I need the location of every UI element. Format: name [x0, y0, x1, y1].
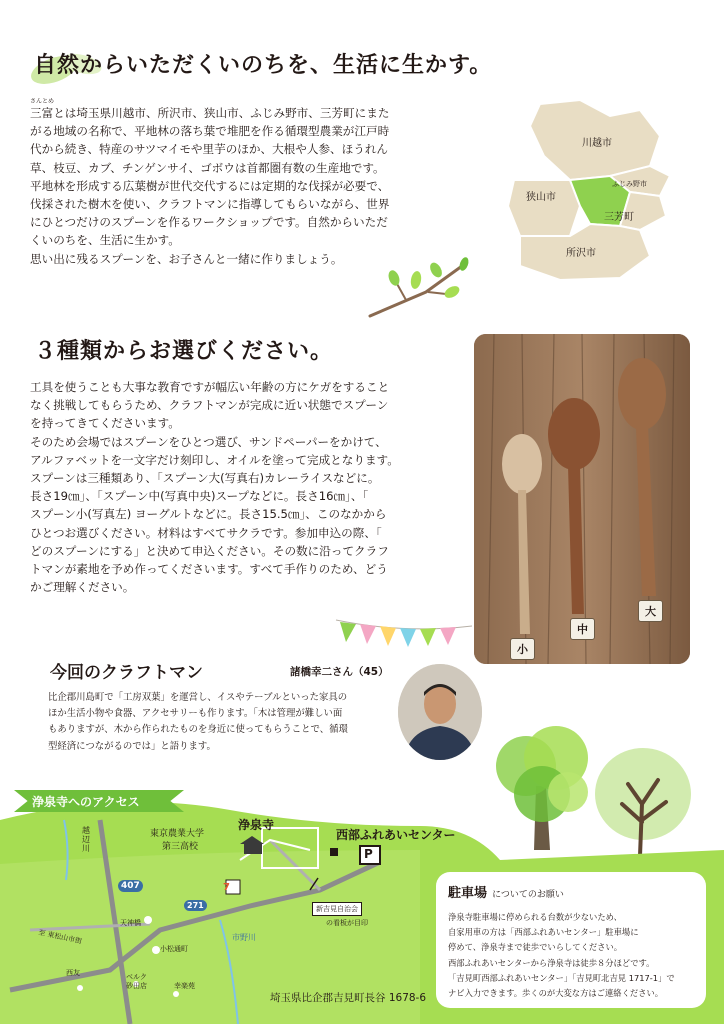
map-label-shinyoshimi: 新吉見自治会 [312, 902, 362, 916]
bunting-decoration [334, 616, 474, 664]
spoon-tag-medium: 中 [570, 618, 595, 640]
body-line: ナビ入力できます。歩くのが大変な方はご連絡ください。 [448, 988, 664, 999]
body-line: 平地林を形成する広葉樹が世代交代するには定期的な伐採が必要で、 [30, 178, 390, 193]
region-map [500, 96, 700, 290]
body-line: スプーンは三種類あり、「スプーン大(写真右)カレーライスなどに。 [30, 471, 380, 486]
map-label-kawagoe: 川越市 [582, 138, 612, 149]
craftsman-body [48, 690, 388, 755]
body-line: 工具を使うことも大事な教育ですが幅広い年齢の方にケガをすること [30, 380, 390, 394]
map-label-beruku: ベルク [126, 973, 147, 981]
body-line: 代から続き、特産のサツマイモや里芋のほか、大根や人参、ほうれん [30, 142, 389, 157]
body-line: 長さ19㎝」、「スプーン中(写真中央)スープなどに。長さ16㎝」、「 [30, 489, 369, 504]
road-407-marker: 407 [118, 880, 143, 892]
body-line: 思い出に残るスプーンを、お子さんと一緒に作りましょう。 [30, 251, 343, 266]
body-line: なく挑戦してもらうため、クラフトマンが完成に近い状態でスプーン [30, 398, 389, 413]
body-line: 型経済につながるのでは」と語ります。 [48, 740, 216, 752]
spoon-tag-small: 小 [510, 638, 535, 660]
map-label-sayama: 狭山市 [526, 192, 556, 203]
body-line: 比企郡川島町で「工房双葉」を運営し、イスやテーブルといった家具の [48, 692, 348, 703]
map-label-university2: 第三高校 [162, 842, 199, 852]
map-label-tenjin: 天神橋 [120, 919, 141, 927]
section1-body [30, 104, 470, 268]
parking-notice-box [436, 872, 706, 1008]
spoon-photo [474, 334, 690, 664]
ruby-santome: さんとめ [30, 98, 55, 105]
map-label-tokorozawa: 所沢市 [566, 248, 596, 259]
body-line: どのスプーンにする」と決めて申込ください。その数に沿ってクラフ [30, 543, 389, 558]
body-line: ひとつお選びください。材料はすべてサクラです。参加申込の際、「 [30, 525, 382, 540]
body-line: がる地域の名称で、平地林の落ち葉で堆肥を作る循環型農業が江戸時 [30, 124, 390, 139]
map-label-center: 西部ふれあいセンター [336, 828, 456, 842]
craftsman-heading: 今回のクラフトマン [50, 663, 203, 683]
parking-heading [448, 882, 564, 901]
body-line: アルファベットを一文字だけ刻印し、オイルを塗って完成となります。 [30, 452, 399, 467]
craftsman-photo [398, 664, 482, 760]
body-line: 草、枝豆、カブ、チンゲンサイ、ゴボウは首都圏有数の生産地です。 [30, 160, 385, 175]
access-banner-text: 浄泉寺へのアクセス [32, 795, 140, 809]
branch-illustration [366, 256, 476, 326]
body-line: ほか生活小物や食器、アクセサリーも作ります。「木は管理が難しい面 [48, 708, 343, 720]
map-label-beruku2: 砂田店 [126, 982, 147, 990]
body-line: を持ってきてくださいます。 [30, 416, 180, 431]
parking-title: 駐車場 [448, 886, 488, 901]
map-label-university: 東京農業大学 [150, 829, 205, 839]
map-label-ichinokawa: 市野川 [232, 933, 256, 942]
body-line: 浄泉寺駐車場に停められる台数が少ないため、 [448, 912, 622, 922]
parking-subtitle: についてのお願い [492, 890, 564, 900]
body-line: 三富とは埼玉県川越市、所沢市、狭山市、ふじみ野市、三芳町にまた [30, 106, 390, 120]
spoon-tag-large: 大 [638, 600, 663, 622]
map-label-higashimatsuyama: 至 東松山市街 [37, 928, 83, 946]
parking-body [448, 910, 704, 1001]
craftsman-name: 諸橋幸二さん（45） [290, 666, 389, 678]
body-line: トマンが素地を予め作ってくださいます。すべて手作りのため、どう [30, 562, 388, 577]
body-line: にひとつだけのスプーンを作るワークショップです。自然からいただ [30, 215, 388, 230]
section2-body [30, 378, 470, 596]
parking-mark: P [364, 847, 373, 861]
body-line: もありますが、木から作られたものを身近に使ってもらうことで、循環 [48, 724, 348, 736]
map-label-river-kubo: 越 辺 川 [82, 826, 90, 853]
body-line: 自家用車の方は「西部ふれあいセンター」駐車場に [448, 927, 639, 938]
map-label-miyoshi: 三芳町 [604, 212, 634, 223]
body-line: 伐採された樹木を使い、クラフトマンに指導してもらいながら、世界 [30, 197, 390, 212]
body-line: くいのちを、生活に生かす。 [30, 233, 180, 248]
body-line: 停めて、浄泉寺まで徒歩でいらしてください。 [448, 942, 623, 953]
seven-eleven-marker: 7 [223, 882, 230, 893]
access-address: 埼玉県比企郡吉見町長谷 1678-6 [270, 992, 427, 1004]
body-line: 西部ふれあいセンターから浄泉寺は徒歩８分ほどです。 [448, 957, 655, 968]
map-label-kanban: の看板が目印 [326, 919, 368, 927]
map-label-komatsu: 小松通町 [160, 945, 188, 953]
map-label-nishitomo: 西友 [66, 969, 80, 977]
road-271-marker: 271 [184, 900, 207, 911]
body-line: そのため会場ではスプーンをひとつ選び、サンドペーパーをかけて、 [30, 434, 387, 449]
map-label-kofukuen: 幸楽苑 [174, 982, 195, 990]
map-label-fujimino: ふじみ野市 [612, 180, 647, 188]
body-line: かご理解ください。 [30, 580, 135, 595]
body-line: スプーン小(写真左) ヨーグルトなどに。長さ15.5㎝」、このなかから [30, 507, 387, 522]
section2-title: ３種類からお選びください。 [34, 339, 334, 364]
section1-title: 自然からいただくいのちを、生活に生かす。 [34, 53, 493, 78]
map-label-temple: 浄泉寺 [238, 818, 275, 832]
body-line: 「吉見町西部ふれあいセンター」「吉見町北吉見 1717-1」で [448, 972, 675, 983]
